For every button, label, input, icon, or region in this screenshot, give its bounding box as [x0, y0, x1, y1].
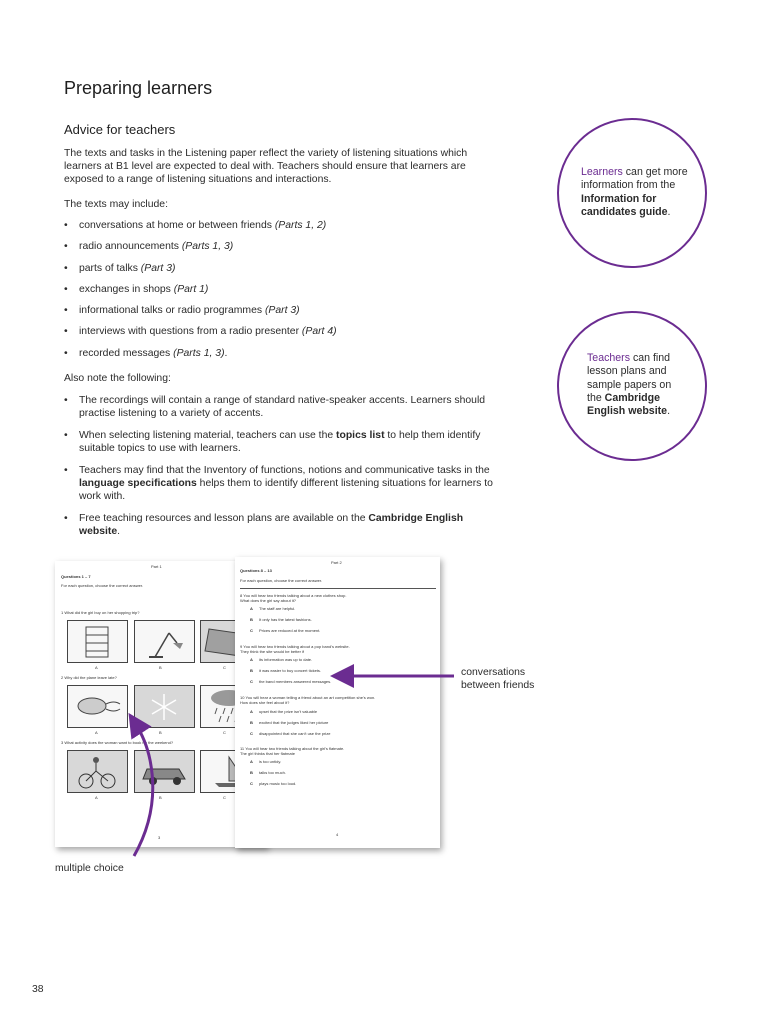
page-title: Preparing learners [64, 78, 213, 98]
list-item: • parts of talks (Part 3) [64, 262, 504, 275]
question-8: 8 You will hear two friends talking about a new clothes shop. [240, 593, 347, 598]
option-b: B [159, 730, 162, 735]
questions-label: Questions 8 – 13 [240, 568, 272, 573]
questions-label: Questions 1 – 7 [61, 574, 91, 579]
instruction-text: For each question, choose the correct answer. [61, 583, 144, 588]
question-2: 2 Why did the plane leave late? [61, 675, 117, 680]
question-1: 1 What did the girl buy on her shopping trip? [61, 610, 140, 615]
option-a: A [95, 795, 98, 800]
option-text: Prices are reduced at the moment. [259, 628, 321, 633]
question-10-stem: How does she feel about it? [240, 700, 290, 705]
list-item: • informational talks or radio programmes (Part 3) [64, 304, 504, 317]
option-c: C [223, 665, 226, 670]
option-letter: B [250, 720, 253, 725]
cambridge-english-website-link[interactable]: Cambridge English website [79, 513, 464, 537]
intro-paragraph: The texts and tasks in the Listening paper reflect the variety of listening situations which learners at B1 level are expected to deal with. Teachers should ensure that learners are exposed to a range of listening situations and interactions. [64, 148, 468, 185]
option-text: talks too much. [259, 770, 286, 775]
option-text: excited that the judges liked her picture [259, 720, 329, 725]
part-label: Part 1 [151, 564, 162, 569]
option-c: C [223, 795, 226, 800]
option-letter: C [250, 781, 253, 786]
option-letter: A [250, 606, 253, 611]
question-11-stem: The girl thinks that her flatmate [240, 751, 295, 756]
learners-circle-text: Learners can get more information from the Information for candidates guide. [581, 166, 688, 218]
section-heading: Advice for teachers [64, 122, 176, 137]
multiple-choice-arrow [134, 723, 153, 856]
question-9-stem: They think the site would be better if [240, 649, 305, 654]
option-text: It only has the latest fashions. [259, 617, 312, 622]
page-number: 38 [32, 984, 44, 995]
language-specifications-link[interactable]: language specifications [79, 478, 197, 489]
option-letter: B [250, 770, 253, 775]
option-text: its information was up to date. [259, 657, 313, 662]
teachers-circle-text: Teachers can find lesson plans and sample papers on the Cambridge English website. [587, 352, 672, 418]
option-b: B [159, 665, 162, 670]
part-label: Part 2 [331, 560, 342, 565]
option-b: B [159, 795, 162, 800]
question-11: 11 You will hear two friends talking about the girl's flatmate. [240, 746, 345, 751]
list-item: • recorded messages (Parts 1, 3). [64, 347, 504, 360]
callout-multiple-choice: multiple choice [55, 863, 124, 874]
option-letter: B [250, 668, 253, 673]
list-item: • When selecting listening material, teachers can use the topics list to help them identify suitable topics to use with learners. [64, 429, 494, 455]
texts-intro: The texts may include: [64, 199, 168, 210]
option-letter: C [250, 731, 253, 736]
option-letter: C [250, 679, 253, 684]
option-letter: C [250, 628, 253, 633]
list-item: • Free teaching resources and lesson plans are available on the Cambridge English website. [64, 512, 494, 538]
option-text: The staff are helpful. [259, 606, 296, 611]
list-item: • conversations at home or between friends (Parts 1, 2) [64, 219, 504, 232]
information-for-candidates-link[interactable]: Information for candidates guide [581, 192, 668, 218]
question-8-stem: What does the girl say about it? [240, 598, 297, 603]
option-letter: A [250, 657, 253, 662]
list-item: • Teachers may find that the Inventory of functions, notions and communicative tasks in the language specifications helps them to identify different listening situations for learners to work with. [64, 464, 494, 503]
topics-list-link[interactable]: topics list [336, 430, 385, 441]
option-text: is too untidy. [259, 759, 282, 764]
option-text: upset that the prize isn't valuable [259, 709, 318, 714]
list-item: • exchanges in shops (Part 1) [64, 283, 504, 296]
sample-page-number: 4 [336, 832, 339, 837]
list-item: • radio announcements (Parts 1, 3) [64, 240, 504, 253]
option-a: A [95, 730, 98, 735]
callout-conversations: conversations between friends [461, 667, 535, 691]
question-3: 3 What activity does the woman want to book for the weekend? [61, 740, 174, 745]
list-item: • interviews with questions from a radio presenter (Part 4) [64, 325, 504, 338]
list-item: • The recordings will contain a range of standard native-speaker accents. Learners should practise listening to a variety of accents. [64, 394, 494, 420]
question-10: 10 You will hear a woman telling a friend about an art competition she's won. [240, 695, 376, 700]
cambridge-english-website-link[interactable]: Cambridge English website [587, 391, 668, 418]
option-letter: A [250, 759, 253, 764]
option-c: C [223, 730, 226, 735]
instruction-text: For each question, choose the correct answer. [240, 578, 323, 583]
option-text: it was easier to buy concert tickets. [259, 668, 322, 673]
option-a: A [95, 665, 98, 670]
question-9: 9 You will hear two friends talking about a pop band's website. [240, 644, 350, 649]
option-text: plays music too loud. [259, 781, 297, 786]
option-letter: A [250, 709, 253, 714]
also-note: Also note the following: [64, 373, 171, 384]
sample-page-number: 3 [158, 835, 161, 840]
option-letter: B [250, 617, 253, 622]
option-text: disappointed that she can't use the prize [259, 731, 331, 736]
option-text: the band members answered messages. [259, 679, 332, 684]
